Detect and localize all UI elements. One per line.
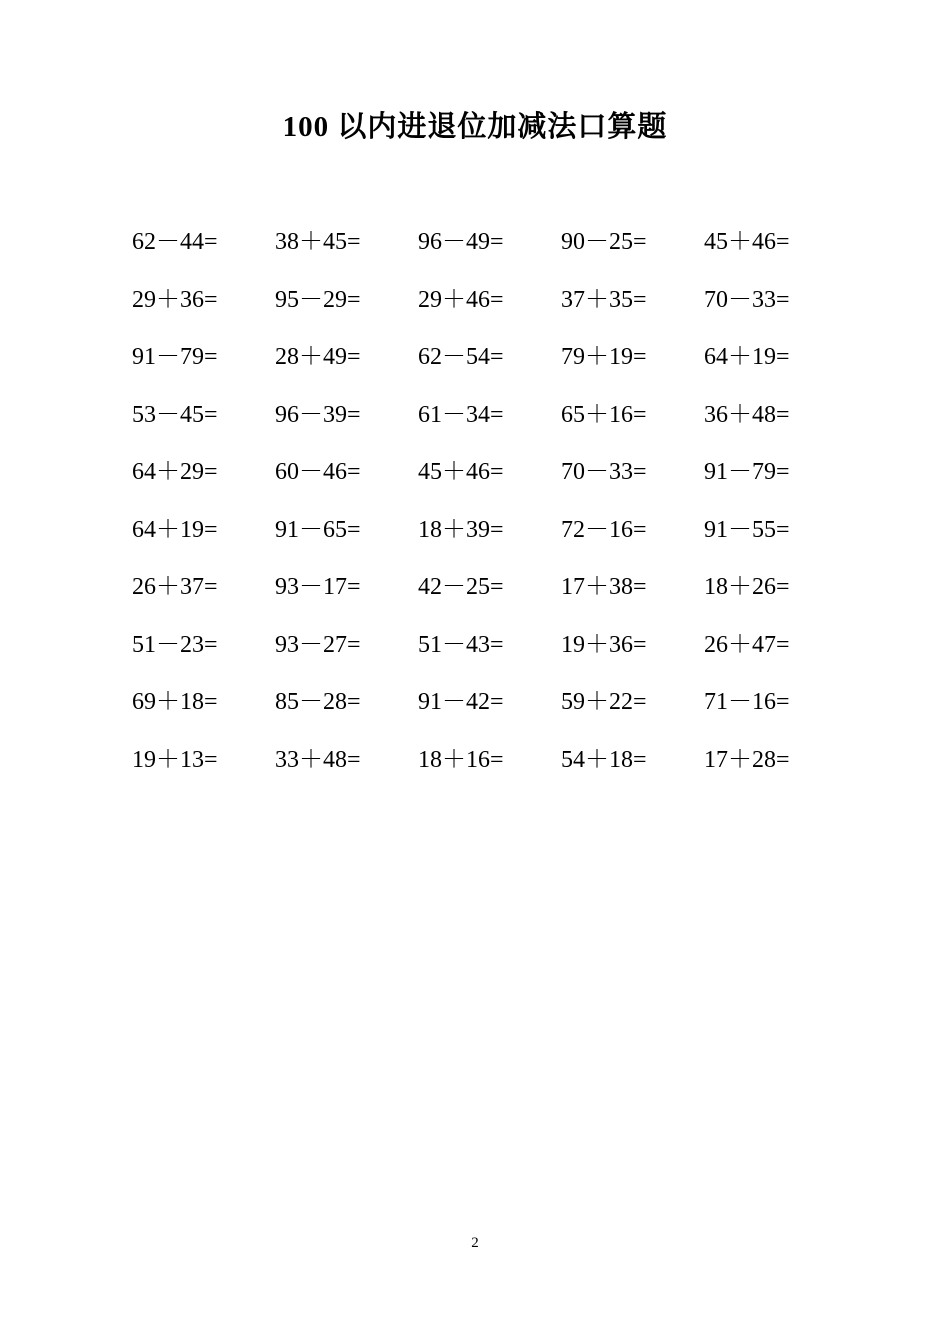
arithmetic-problem: 60－46=	[275, 459, 361, 485]
arithmetic-problem: 65＋16=	[561, 401, 647, 428]
arithmetic-problem: 70－33=	[561, 459, 647, 485]
arithmetic-problem: 64＋29=	[132, 459, 218, 485]
arithmetic-problem: 64＋19=	[132, 516, 218, 543]
arithmetic-problem: 17＋38=	[561, 574, 647, 600]
arithmetic-problem: 93－27=	[275, 631, 361, 658]
arithmetic-problem: 29＋46=	[418, 286, 504, 313]
arithmetic-problem: 91－65=	[275, 516, 361, 543]
arithmetic-problem: 37＋35=	[561, 286, 647, 313]
arithmetic-problem: 93－17=	[275, 574, 361, 600]
arithmetic-problem: 36＋48=	[704, 401, 790, 428]
arithmetic-problem: 70－33=	[704, 286, 790, 313]
arithmetic-problem: 28＋49=	[275, 344, 361, 370]
arithmetic-problem: 59＋22=	[561, 689, 647, 715]
arithmetic-problem: 69＋18=	[132, 689, 218, 715]
problem-grid	[132, 222, 852, 797]
arithmetic-problem: 61－34=	[418, 401, 504, 428]
arithmetic-problem: 62－44=	[132, 229, 218, 255]
arithmetic-problem: 38＋45=	[275, 229, 361, 255]
arithmetic-problem: 51－43=	[418, 631, 504, 658]
arithmetic-problem: 33＋48=	[275, 746, 361, 773]
page-number: 2	[471, 1235, 479, 1251]
arithmetic-problem: 85－28=	[275, 689, 361, 715]
arithmetic-problem: 19＋13=	[132, 746, 218, 773]
arithmetic-problem: 17＋28=	[704, 746, 790, 773]
arithmetic-problem: 18＋16=	[418, 746, 504, 773]
arithmetic-problem: 45＋46=	[418, 459, 504, 485]
arithmetic-problem: 42－25=	[418, 574, 504, 600]
arithmetic-problem: 91－79=	[132, 344, 218, 370]
arithmetic-problem: 79＋19=	[561, 344, 647, 370]
arithmetic-problem: 26＋47=	[704, 631, 790, 658]
arithmetic-problem: 18＋26=	[704, 574, 790, 600]
arithmetic-problem: 96－39=	[275, 401, 361, 428]
arithmetic-problem: 29＋36=	[132, 286, 218, 313]
arithmetic-problem: 96－49=	[418, 229, 504, 255]
arithmetic-problem: 91－79=	[704, 459, 790, 485]
arithmetic-problem: 91－42=	[418, 689, 504, 715]
page-title: 100 以内进退位加减法口算题	[282, 111, 668, 143]
arithmetic-problem: 64＋19=	[704, 344, 790, 370]
arithmetic-problem: 53－45=	[132, 401, 218, 428]
arithmetic-problem: 26＋37=	[132, 574, 218, 600]
arithmetic-problem: 19＋36=	[561, 631, 647, 658]
arithmetic-problem: 71－16=	[704, 689, 790, 715]
arithmetic-problem: 72－16=	[561, 516, 647, 543]
arithmetic-problem: 62－54=	[418, 344, 504, 370]
arithmetic-problem: 45＋46=	[704, 229, 790, 255]
arithmetic-problem: 18＋39=	[418, 516, 504, 543]
arithmetic-problem: 95－29=	[275, 286, 361, 313]
arithmetic-problem: 90－25=	[561, 229, 647, 255]
arithmetic-problem: 54＋18=	[561, 746, 647, 773]
arithmetic-problem: 91－55=	[704, 516, 790, 543]
arithmetic-problem: 51－23=	[132, 631, 218, 658]
